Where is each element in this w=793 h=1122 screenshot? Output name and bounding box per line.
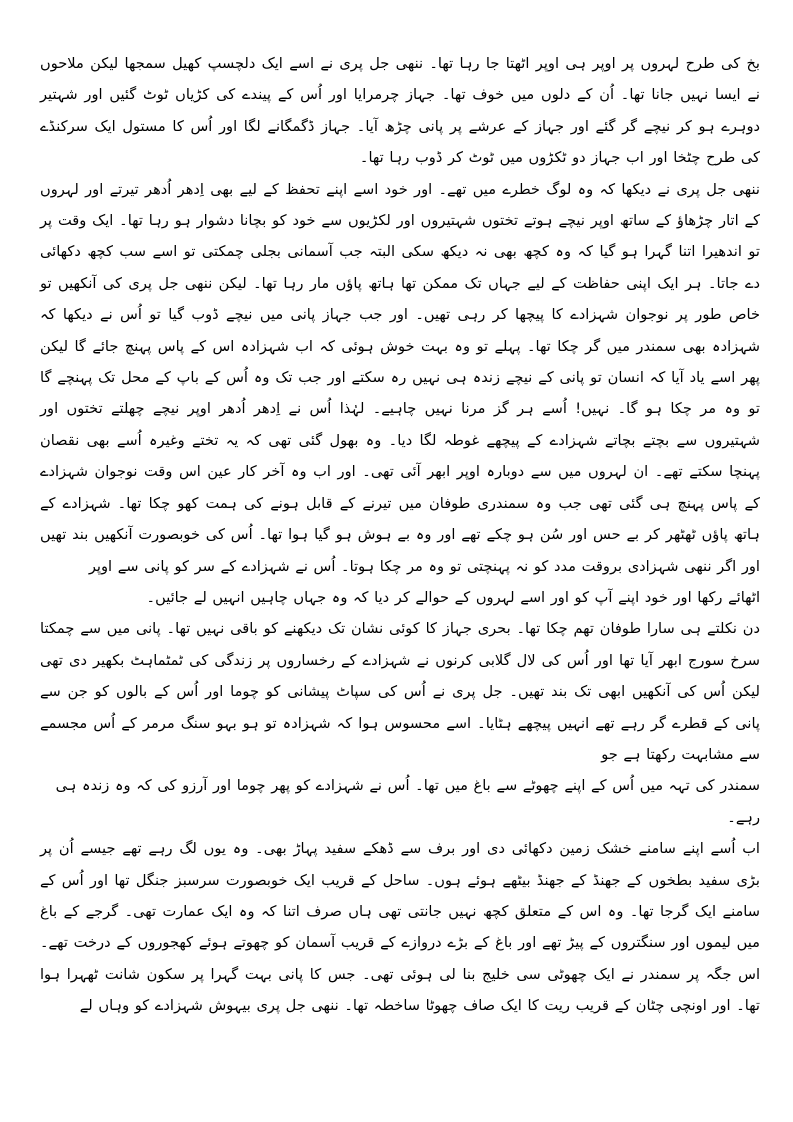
paragraph-2: ننھی جل پری نے دیکھا کہ وہ لوگ خطرے میں تھے۔ اور خود اسے اپنے تحفظ کے لیے بھی اِدھر اُدھر تیرتے اور لہروں کے اتار چڑھاؤ کے ساتھ اوپر نیچے ہوتے تختوں شہتیروں اور لکڑیوں سے خود کو بچانا دشوار ہو رہا تھا۔ ایک وقت پر تو اندھیرا اتنا گہرا ہو گیا کہ وہ کچھ بھی نہ دیکھ سکی البتہ جب آسمانی بجلی چمکتی تو اسے سب کچھ دکھائی دے جاتا۔ ہر ایک اپنی حفاظت کے لیے جہاں تک ممکن تھا ہاتھ پاؤں مار رہا تھا۔ لیکن ننھی جل پری کی آنکھیں تو خاص طور پر نوجوان شہزادے کا پیچھا کر رہی تھیں۔ اور جب جہاز پانی میں نیچے ڈوب گیا تو اُس نے دیکھا کہ شہزادہ بھی سمندر میں گر چکا تھا۔ پہلے تو وہ بہت خوش ہوئی کہ اب شہزادہ اس کے پاس پہنچ جائے گا لیکن پھر اسے یاد آیا کہ انسان تو پانی کے نیچے زندہ ہی نہیں رہ سکتے اور جب تک وہ اُس کے باپ کے محل تک پہنچے گا تو وہ مر چکا ہو گا۔ نہیں! اُسے ہر گز مرنا نہیں چاہیے۔ لہٰذا اُس نے اِدھر اُدھر اوپر نیچے چھلتے تختوں اور شہتیروں سے بچتے بچاتے شہزادے کے پیچھے غوطہ لگا دیا۔ وہ بھول گئی تھی کہ یہ تختے وغیرہ اُسے بھی نقصان پہنچا سکتے تھے۔ ان لہروں میں سے دوبارہ اوپر ابھر آئی تھی۔ اور اب وہ آخر کار عین اس وقت نوجوان شہزادے کے پاس پہنچ ہی گئی تھی جب وہ سمندری طوفان میں تیرنے کے قابل ہونے کی ہمت کھو چکا تھا۔ شہزادے کے ہاتھ پاؤں ٹھٹھر کر بے حس اور سُن ہو چکے تھے اور وہ بے ہوش ہو گیا ہوا تھا۔ اُس کی خوبصورت آنکھیں بند تھیں اور اگر ننھی شہزادی بروقت مدد کو نہ پہنچتی تو وہ مر چکا ہوتا۔ اُس نے شہزادے کے سر کو پانی سے اوپر: [40, 180, 760, 575]
paragraph-6: اب اُسے اپنے سامنے خشک زمین دکھائی دی اور برف سے ڈھکے سفید پہاڑ بھی۔ وہ یوں لگ رہے تھے جیسے اُن پر بڑی سفید بطخوں کے جھنڈ کے جھنڈ بیٹھے ہوئے ہوں۔ ساحل کے قریب ایک خوبصورت سرسبز جنگل تھا اور اُس کے سامنے ایک گرجا تھا۔ وہ اس کے متعلق کچھ نہیں جانتی تھی ہاں صرف اتنا کہ وہ ایک عمارت تھی۔ گرجے کے باغ میں لیموں اور سنگتروں کے پیڑ تھے اور باغ کے بڑے دروازے کے قریب آسمان کو چھوتے ہوئے کھجوروں کے درخت تھے۔ اس جگہ پر سمندر نے ایک چھوٹی سی خلیج بنا لی ہوئی تھی۔ جس کا پانی بہت گہرا پر سکون شانت ٹھہرا ہوا تھا۔ اور اونچی چٹان کے قریب ریت کا ایک صاف چھوٹا ساخطہ تھا۔ ننھی جل پری بیہوش شہزادے کو وہاں لے: [40, 840, 760, 1015]
document-page: [40, 48, 760, 1108]
paragraph-5: سمندر کی تہہ میں اُس کے اپنے چھوٹے سے باغ میں تھا۔ اُس نے شہزادے کو پھر چوما اور آرزو کی کہ وہ زندہ ہی رہے۔: [55, 777, 760, 826]
paragraph-1: بخ کی طرح لہروں پر اوپر ہی اوپر اٹھتا جا رہا تھا۔ ننھی جل پری نے اسے ایک دلچسپ کھیل سمجھا لیکن ملاحوں نے ایسا نہیں جانا تھا۔ اُن کے دلوں میں خوف تھا۔ جہاز چرمرایا اور اُس کے پیندے کی کڑیاں ٹوٹ گئیں اور شہتیر دوہرے ہو کر نیچے گر گئے اور جہاز کے عرشے پر پانی چڑھ آیا۔ جہاز ڈگمگانے لگا اور اُس کا مستول ایک سرکنڈے کی طرح چٹخا اور اب جہاز دو ٹکڑوں میں ٹوٹ کر ڈوب رہا تھا۔: [40, 55, 760, 167]
paragraph-3: اٹھائے رکھا اور خود اپنے آپ کو اور اسے لہروں کے حوالے کر دیا کہ وہ جہاں چاہیں انہیں لے جائیں۔: [146, 588, 760, 606]
paragraph-4: دن نکلتے ہی سارا طوفان تھم چکا تھا۔ بحری جہاز کا کوئی نشان تک دیکھنے کو باقی نہیں تھا۔ پانی میں سے چمکتا سرخ سورج ابھر آیا تھا اور اُس کی لال گلابی کرنوں نے شہزادے کے رخساروں پر زندگی کی ٹمٹماہٹ بکھیر دی تھی لیکن اُس کی آنکھیں ابھی تک بند تھیں۔ جل پری نے اُس کی سپاٹ پیشانی کو چوما اور اُس کے بالوں کو جن سے پانی کے قطرے گر رہے تھے انہیں پیچھے ہٹایا۔ اسے محسوس ہوا کہ شہزادہ تو ہو بہو سنگ مرمر کے اُس مجسمے سے مشابہت رکھتا ہے جو: [40, 620, 760, 763]
